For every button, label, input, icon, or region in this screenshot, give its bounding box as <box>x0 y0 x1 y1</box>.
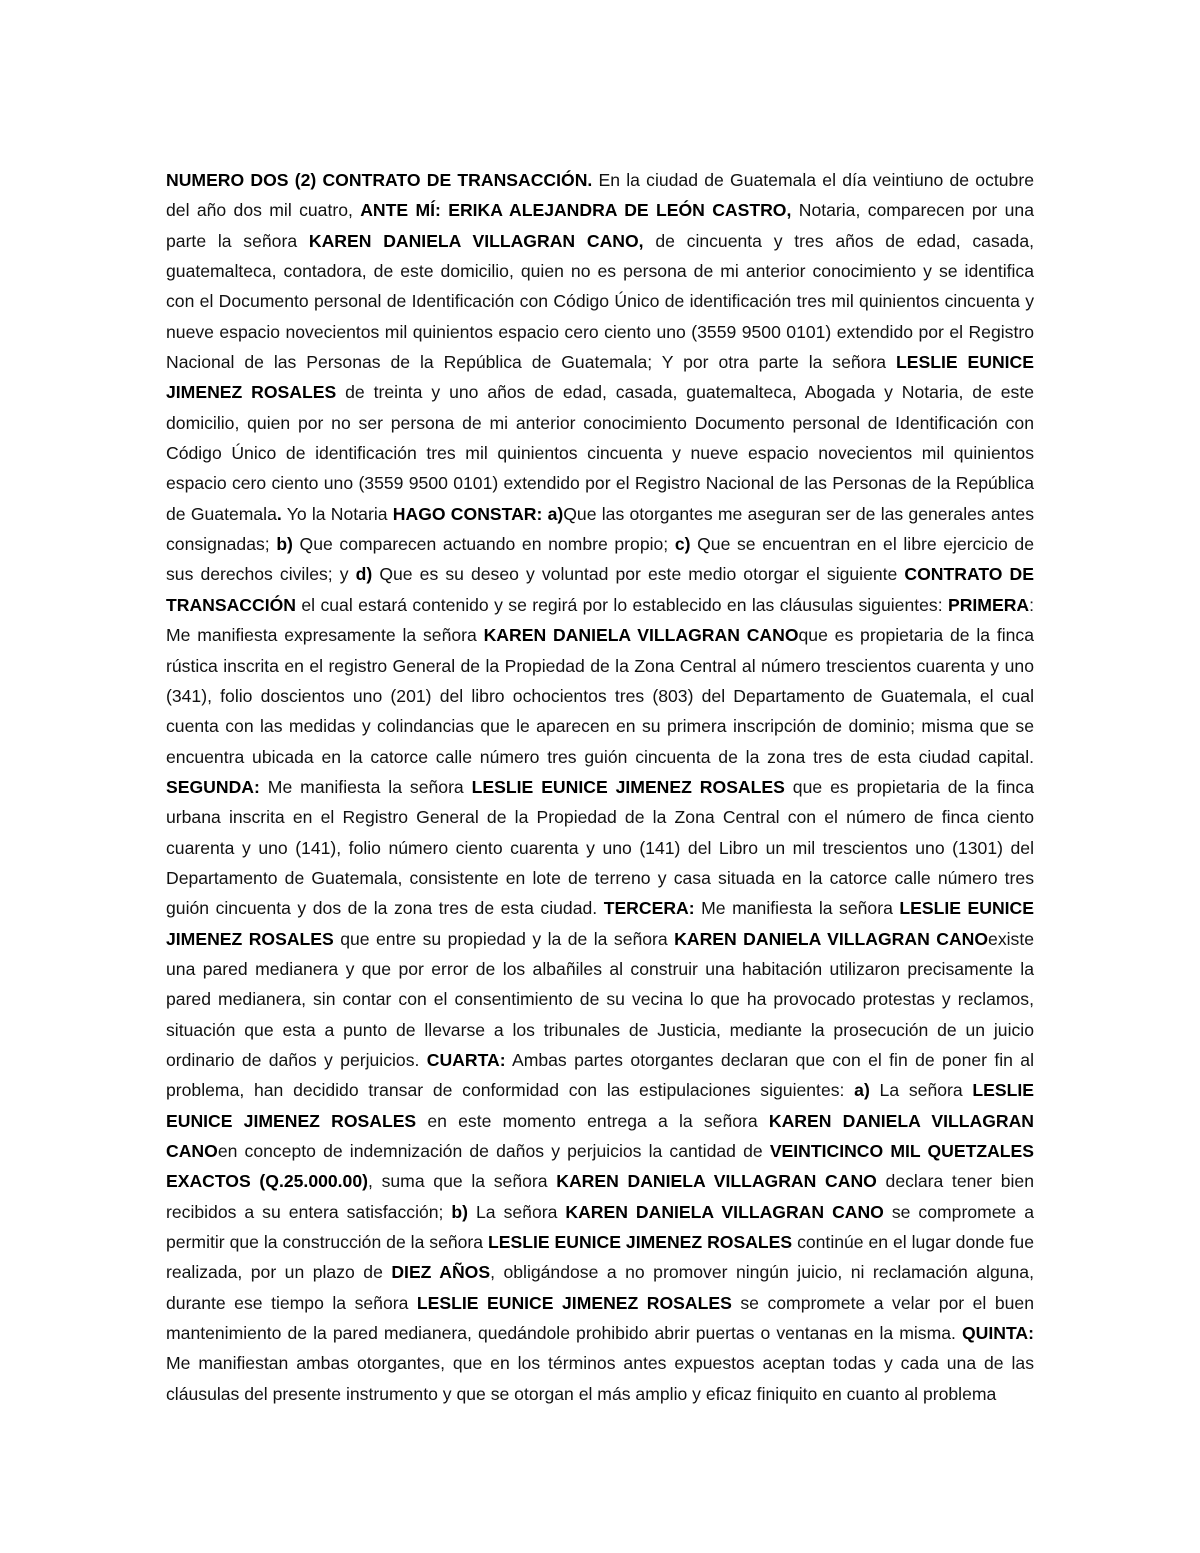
bold-text-run: ANTE MÍ: ERIKA ALEJANDRA DE LEÓN CASTRO, <box>360 200 792 221</box>
text-run: de cincuenta y tres años de edad, casada, guatemalteca, contadora, de este domicilio, quien no es persona de mi anterior conocimiento y se identifica con el Documento personal de Identificación con Código Único de identificación tres mil quinientos cincuenta y nueve espacio novecientos mil quinientos espacio cero ciento uno (3559 9500 0101) extendido por el Registro Nacional de las Personas de la República de Guatemala; Y por otra parte la señora <box>166 230 1035 373</box>
bold-text-run: KAREN DANIELA VILLAGRAN CANO, <box>308 230 644 251</box>
text-run: Yo la Notaria <box>281 503 393 524</box>
bold-text-run: b) <box>451 1201 469 1222</box>
bold-text-run: c) <box>674 534 691 555</box>
contract-body-text <box>166 165 1034 1409</box>
bold-text-run: QUINTA: <box>962 1323 1034 1344</box>
text-run: Me manifiesta la señora <box>694 898 900 919</box>
text-run: Que las otorgantes me aseguran ser de las generales antes consignadas; <box>166 503 1034 555</box>
text-run: que es propietaria de la finca rústica inscrita en el registro General de la Propiedad de la Zona Central al número trescientos cuarenta y uno (341), folio doscientos uno (201) del libro ochocientos tres (803) del Departamento de Guatemala, el cual cuenta con las medidas y colindancias que le aparecen en su primera inscripción de dominio; misma que se encuentra ubicada en la catorce calle número tres guión cincuenta de la zona tres de esta ciudad capital. <box>166 625 1034 767</box>
text-run: La señora <box>468 1201 566 1222</box>
text-run: , obligándose a no promover ningún juicio, ni reclamación alguna, durante ese tiempo la señora <box>166 1262 1034 1313</box>
text-run: Notaria, comparecen por una parte la señora <box>166 200 1034 251</box>
bold-text-run: KAREN DANIELA VILLAGRAN CANO <box>556 1171 877 1192</box>
bold-text-run: NUMERO DOS (2) CONTRATO DE TRANSACCIÓN. <box>166 170 593 190</box>
bold-text-run: LESLIE EUNICE JIMENEZ ROSALES <box>166 1080 1034 1131</box>
bold-text-run: SEGUNDA: <box>166 776 260 797</box>
bold-text-run: d) <box>355 564 373 585</box>
text-run: en este momento entrega a la señora <box>416 1110 769 1131</box>
text-run: existe una pared medianera y que por error de los albañiles al construir una habitación utilizaron precisamente la pared medianera, sin contar con el consentimiento de su vecina lo que ha provocado protestas y reclamos, situación que esta a punto de llevarse a los tribunales de Justicia, mediante la prosecución de un juicio ordinario de daños y perjuicios. <box>166 928 1035 1070</box>
text-run: se compromete a velar por el buen mantenimiento de la pared medianera, quedándole prohibido abrir puertas o ventanas en la misma. <box>166 1292 1034 1344</box>
bold-text-run: KAREN DANIELA VILLAGRAN CANO <box>483 625 799 646</box>
text-run: Que comparecen actuando en nombre propio; <box>292 534 675 555</box>
bold-text-run: TERCERA: <box>603 898 695 919</box>
bold-text-run: KAREN DANIELA VILLAGRAN CANO <box>166 1110 1034 1161</box>
text-run: La señora <box>869 1080 973 1101</box>
text-run: Que es su deseo y voluntad por este medio otorgar el siguiente <box>372 564 905 585</box>
bold-text-run: LESLIE EUNICE JIMENEZ ROSALES <box>488 1232 793 1253</box>
text-run: Que se encuentran en el libre ejercicio de sus derechos civiles; y <box>166 534 1034 585</box>
text-run: de treinta y uno años de edad, casada, guatemalteca, Abogada y Notaria, de este domicilio, quien por no ser persona de mi anterior conocimiento Documento personal de Identificación con Código Único de identificación tres mil quinientos cincuenta y nueve espacio novecientos mil quinientos espacio cero ciento uno (3559 9500 0101) extendido por el Registro Nacional de las Personas de la República de Guatemala <box>166 382 1035 524</box>
bold-text-run: LESLIE EUNICE JIMENEZ ROSALES <box>471 776 785 797</box>
text-run: que es propietaria de la finca urbana inscrita en el Registro General de la Propiedad de la Zona Central con el número de finca ciento cuarenta y uno (141), folio número ciento cuarenta y uno (141) del Libro un mil trescientos uno (1301) del Departamento de Guatemala, consistente en lote de terreno y casa situada en la catorce calle número tres guión cincuenta y dos de la zona tres de esta ciudad. <box>166 776 1034 919</box>
text-run: Me manifiesta la señora <box>259 776 472 797</box>
text-run: : Me manifiesta expresamente la señora <box>166 594 1034 646</box>
bold-text-run: HAGO CONSTAR: a) <box>392 503 564 524</box>
text-run: se compromete a permitir que la construcción de la señora <box>166 1201 1034 1253</box>
bold-text-run: LESLIE EUNICE JIMENEZ ROSALES <box>166 898 1035 949</box>
bold-text-run: b) <box>276 534 293 555</box>
bold-text-run: LESLIE EUNICE JIMENEZ ROSALES <box>416 1292 732 1313</box>
text-run: que entre su propiedad y la de la señora <box>333 928 675 949</box>
bold-text-run: LESLIE EUNICE JIMENEZ ROSALES <box>166 352 1034 403</box>
text-run: En la ciudad de Guatemala el día veintiuno de octubre del año dos mil cuatro, <box>166 170 1034 221</box>
bold-text-run: PRIMERA <box>947 594 1030 615</box>
text-run: , suma que la señora <box>368 1171 557 1192</box>
bold-text-run: VEINTICINCO MIL QUETZALES EXACTOS (Q.25.000.00) <box>166 1141 1035 1192</box>
bold-text-run: KAREN DANIELA VILLAGRAN CANO <box>565 1201 884 1222</box>
bold-text-run: . <box>276 503 282 524</box>
text-run: Ambas partes otorgantes declaran que con el fin de poner fin al problema, han decidido transar de conformidad con las estipulaciones siguientes: <box>166 1049 1034 1101</box>
bold-text-run: a) <box>854 1080 870 1101</box>
text-run: en concepto de indemnización de daños y perjuicios la cantidad de <box>217 1141 770 1161</box>
text-run: el cual estará contenido y se regirá por lo establecido en las cláusulas siguientes: <box>296 594 948 615</box>
text-run: Me manifiestan ambas otorgantes, que en los términos antes expuestos aceptan todas y cada una de las cláusulas del presente instrumento y que se otorgan el más amplio y eficaz finiquito en cuanto al problema <box>166 1353 1034 1404</box>
text-run: continúe en el lugar donde fue realizada, por un plazo de <box>166 1232 1034 1283</box>
bold-text-run: DIEZ AÑOS <box>391 1262 491 1283</box>
bold-text-run: CONTRATO DE TRANSACCIÓN <box>166 564 1034 615</box>
text-run: declara tener bien recibidos a su entera satisfacción; <box>166 1171 1034 1222</box>
bold-text-run: CUARTA: <box>426 1049 506 1070</box>
bold-text-run: KAREN DANIELA VILLAGRAN CANO <box>674 928 989 949</box>
